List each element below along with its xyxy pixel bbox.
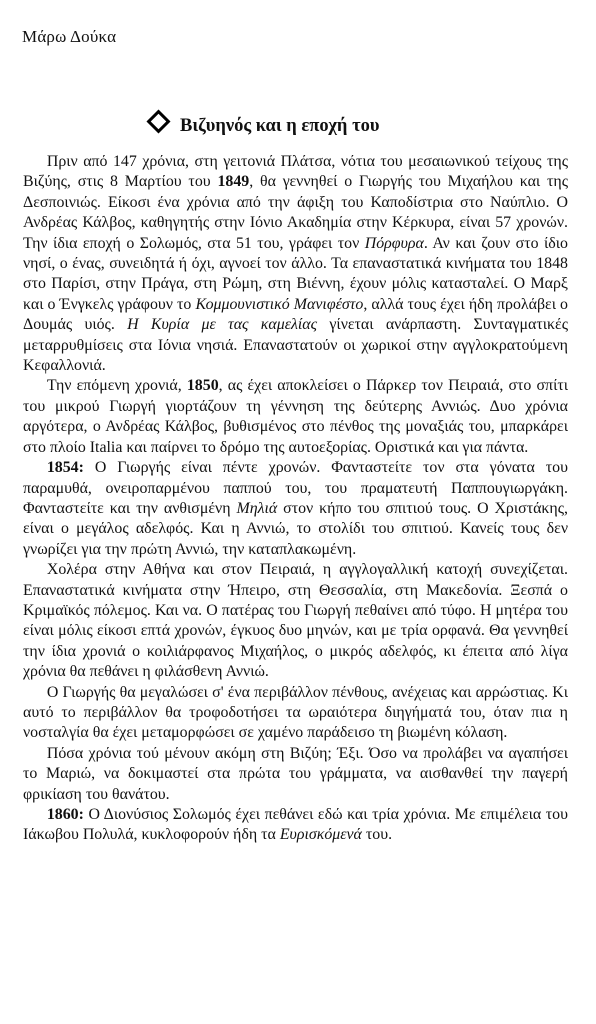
diamond-bullet-icon <box>146 109 170 133</box>
chapter-heading <box>150 114 379 138</box>
bold-year-run: 1854: <box>46 459 84 477</box>
text-run: Ο Διονύσιος Σολωμός έχει πεθάνει εδώ και τρία χρόνια. Με επιμέλεια του Ιάκωβου Πολυλά, κυκλοφορούν ήδη τα <box>23 806 568 844</box>
body-text <box>23 152 568 846</box>
body-paragraph <box>23 683 568 744</box>
text-run: Χολέρα στην Αθήνα και στον Πειραιά, η αγγλογαλλική κατοχή συνεχίζεται. Επαναστατικά κινήματα στην Ήπειρο, στη Θεσσαλία, στη Μακεδονία. Ξεσπά ο Κριμαϊκός πόλεμος. Και να. Ο πατέρας του Γιωργή πεθαίνει από τύφο. Η μητέρα του είναι μόλις είκοσι επτά χρονών, έγκυος δυο μηνών, και με τρία ορφανά. Θα γεννηθεί την ίδια χρονιά ο κοιλιάρφανος Μιχαήλος, ο μικρός αδελφός, κι έπειτα από λίγα χρόνια θα πεθάνει η φιλάσθενη Αννιώ. <box>23 561 568 681</box>
text-run: , ας έχει αποκλείσει ο Πάρκερ τον Πειραιά, στο σπίτι του μικρού Γιωργή γιορτάζουν τη γέννηση της δεύτερης Αννιώς. Δυο χρόνια αργότερα, ο Ανδρέας Κάλβος, βυθισμένος στο πένθος της μοναξιάς του, μπαρκάρει στο πλοίο Italia και παίρνει το δρόμο της αυτοεξορίας. Οριστικά και για πάντα. <box>23 377 568 456</box>
text-run: στον κήπο του σπιτιού τους. Ο Χριστάκης, είναι ο μεγάλος αδελφός. Και η Αννιώ, το στολίδι του σπιτιού. Κανείς τους δεν γνωρίζει για την πρώτη Αννιώ, την καταπλακωμένη. <box>23 499 568 558</box>
bold-year-run: 1850 <box>186 377 219 395</box>
body-paragraph <box>23 560 568 682</box>
bold-year-run: 1860: <box>46 806 84 823</box>
text-run: , αλλά τους έχει ήδη προλάβει ο Δουμάς υιός. <box>23 295 568 334</box>
italic-title-run: Η Κυρία με τας καμελίας <box>127 316 318 334</box>
body-paragraph <box>23 744 568 805</box>
text-run: Πόσα χρόνια τού μένουν ακόμη στη Βιζύη; Έξι. Όσο να προλάβει να αγαπήσει το Μαριώ, να δοκιμαστεί στα πρώτα του γράμματα, να αισθανθεί την παγερή φρικίαση του θανάτου. <box>23 744 568 803</box>
body-paragraph <box>23 376 568 458</box>
italic-title-run: Μηλιά <box>236 499 278 517</box>
text-run: Ο Γιωργής είναι πέντε χρονών. Φανταστείτε τον στα γόνατα του παραμυθά, ονειροπαρμένου παππού του, του πραματευτή Παππουγιωργάκη. Φανταστείτε και την ανθισμένη <box>23 459 568 517</box>
body-paragraph <box>23 152 568 376</box>
text-run: Ο Γιωργής θα μεγαλώσει σ' ένα περιβάλλον πένθους, ανέχειας και αρρώστιας. Κι αυτό το περιβάλλον θα τροφοδοτήσει τα ωραιότερα διηγήματά του, όταν πια η νοσταλγία θα έχει μεταμορφώσει σε χαμένο παράδεισο τη βιωμένη κόλαση. <box>23 683 568 742</box>
text-run: , θα γεννηθεί ο Γιωργής του Μιχαήλου και της Δεσποινιώς. Είκοσι ένα χρόνια από την άφιξη του Καποδίστρια στο Ναύπλιο. Ο Ανδρέας Κάλβος, καθηγητής στην Ιόνιο Ακαδημία στην Κέρκυρα, είναι 57 χρονών. Την ίδια εποχή ο Σολωμός, στα 51 του, γράφει τον <box>23 173 568 252</box>
text-run: Πριν από 147 χρόνια, στη γειτονιά Πλάτσα, νότια του μεσαιωνικού τείχους της Βιζύης, στις 8 Μαρτίου του <box>23 153 568 191</box>
body-paragraph <box>23 805 568 846</box>
running-head-author: Μάρω Δούκα <box>22 27 117 46</box>
text-run: Την επόμενη χρονιά, <box>46 377 187 395</box>
bold-year-run: 1849 <box>217 173 250 191</box>
italic-title-run: Πόρφυρα <box>364 234 424 252</box>
italic-title-run: Κομμουνιστικό Μανιφέστο <box>195 295 364 313</box>
body-paragraph <box>23 458 568 560</box>
text-run: γίνεται ανάρπαστη. Συνταγματικές μεταρρυθμίσεις στα Ιόνια νησιά. Επαναστατούν οι χωρικοί στην αγγλοκρατούμενη Κεφαλλονιά. <box>23 316 568 375</box>
italic-title-run: Ευρισκόμενά <box>279 826 362 844</box>
text-run: του. <box>361 826 393 844</box>
text-run: . Αν και ζουν στο ίδιο νησί, ο ένας, συνειδητά ή όχι, αγνοεί τον άλλο. Τα επαναστατικά κινήματα του 1848 στο Παρίσι, στην Πράγα, στη Ρώμη, στη Βιέννη, έχουν μόλις κατασταλεί. Ο Μαρξ και ο Ένγκελς γράφουν το <box>23 234 568 313</box>
chapter-title: Βιζυηνός και η εποχή του <box>180 116 380 136</box>
